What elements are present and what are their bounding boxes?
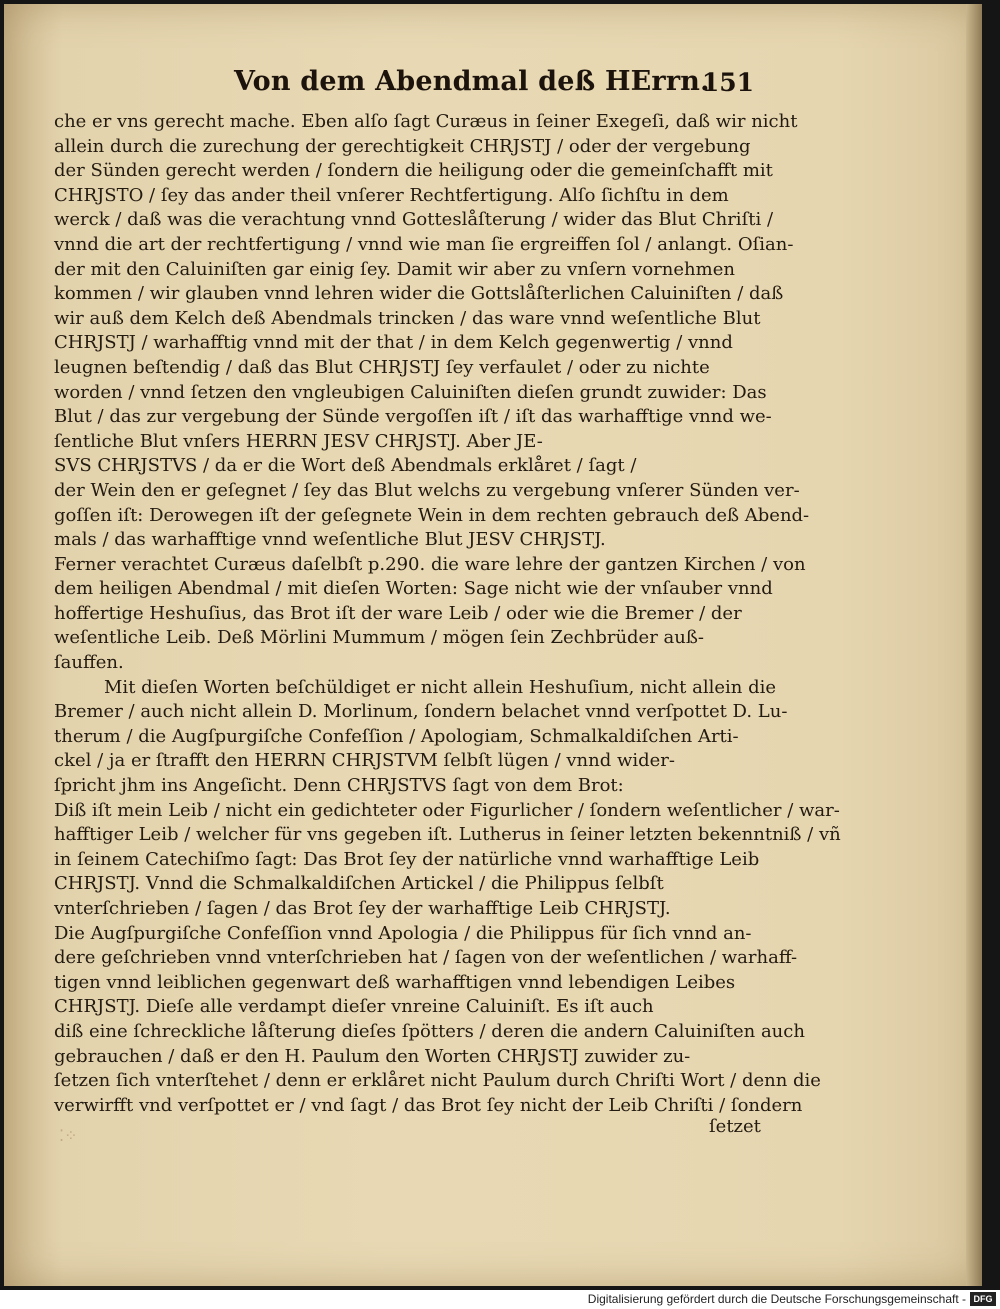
body-text (54, 110, 841, 1118)
text-line: diß eine ſchreckliche låſterung dieſes ſpötters / deren die andern Caluiniſten auch (54, 1020, 805, 1042)
text-line: werck / daß was die verachtung vnnd Gotteslåſterung / wider das Blut Chriſti / (54, 209, 774, 231)
text-line: wir auß dem Kelch deß Abendmals trincken / das ware vnnd weſentliche Blut (54, 307, 761, 329)
text-line: Die Augſpurgiſche Confeſſion vnnd Apologia / die Philippus für ſich vnnd an- (54, 922, 752, 944)
text-line: ſauffen. (54, 652, 124, 674)
text-line: CHRJSTJ. Dieſe alle verdampt dieſer vnreine Caluiniſt. Es iſt auch (54, 996, 654, 1018)
text-line: CHRJSTJ / warhafftig vnnd mit der that / in dem Kelch gegenwertig / vnnd (54, 332, 733, 354)
text-line: allein durch die zurechung der gerechtigkeit CHRJSTJ / oder der vergebung (54, 135, 751, 157)
text-line: ſentliche Blut vnſers HERRN JESV CHRJSTJ. Aber JE- (54, 430, 543, 452)
text-line: vnterſchrieben / ſagen / das Brot ſey der warhafftige Leib CHRJSTJ. (54, 898, 671, 919)
text-line: der Wein den er geſegnet / ſey das Blut welchs zu vergebung vnſerer Sünden ver- (54, 479, 800, 501)
text-line: goſſen iſt: Derowegen iſt der geſegnete Wein in dem rechten gebrauch deß Abend- (54, 504, 810, 526)
page-number: 151 (701, 68, 754, 97)
running-head: Von dem Abendmal deß HErrn. (234, 66, 710, 97)
ink-smudge: ⁚⁘ (59, 1126, 78, 1145)
text-line: Ferner verachtet Curæus daſelbſt p.290. die ware lehre der gantzen Kirchen / von (54, 553, 806, 575)
text-line: hoffertige Heshuſius, das Brot iſt der ware Leib / oder wie die Bremer / der (54, 602, 742, 624)
text-line: CHRJSTO / ſey das ander theil vnſerer Rechtfertigung. Alſo ſichſtu in dem (54, 184, 729, 206)
text-line: weſentliche Leib. Deß Mörlini Mummum / mögen ſein Zechbrüder auß- (54, 627, 704, 649)
page-edge (966, 4, 982, 1286)
dfg-logo-icon: DFG (970, 1292, 996, 1306)
text-line: verwirfft vnd verſpottet er / vnd ſagt / das Brot ſey nicht der Leib Chriſti / ſondern (54, 1094, 803, 1116)
text-line: therum / die Augſpurgiſche Confeſſion / Apologiam, Schmalkaldiſchen Arti- (54, 725, 739, 747)
text-line: che er vns gerecht mache. Eben alſo ſagt Curæus in ſeiner Exegeſi, daß wir nicht (54, 111, 798, 132)
digitization-footer (0, 1290, 1000, 1309)
text-line: ſpricht jhm ins Angeſicht. Denn CHRJSTVS ſagt von dem Brot: (54, 775, 624, 797)
text-line: Mit dieſen Worten beſchüldiget er nicht allein Heshuſium, nicht allein die (104, 676, 776, 698)
text-line: Bremer / auch nicht allein D. Morlinum, ſondern belachet vnnd verſpottet D. Lu- (54, 701, 788, 723)
text-line: in ſeinem Catechiſmo ſagt: Das Brot ſey der natürliche vnnd warhafftige Leib (54, 848, 760, 870)
text-line: CHRJSTJ. Vnnd die Schmalkaldiſchen Artickel / die Philippus ſelbſt (54, 873, 664, 895)
text-line: ckel / ja er ſtrafft den HERRN CHRJSTVM ſelbſt lügen / vnnd wider- (54, 750, 675, 772)
text-line: dem heiligen Abendmal / mit dieſen Worten: Sage nicht wie der vnſauber vnnd (54, 578, 773, 600)
text-line: der mit den Caluiniſten gar einig ſey. Damit wir aber zu vnſern vornehmen (54, 258, 735, 280)
text-line: SVS CHRJSTVS / da er die Wort deß Abendmals erklåret / ſagt / (54, 455, 637, 477)
text-line: Diß iſt mein Leib / nicht ein gedichteter oder Figurlicher / ſondern weſentlicher / war- (54, 799, 840, 821)
footer-credit: Digitalisierung gefördert durch die Deutsche Forschungsgemeinschaft - (587, 1292, 966, 1306)
text-line: der Sünden gerecht werden / ſondern die heiligung oder die gemeinſchafft mit (54, 160, 773, 182)
page-header (234, 66, 754, 106)
catchword: ſetzet (709, 1116, 761, 1137)
text-line: vnnd die art der rechtfertigung / vnnd wie man ſie ergreiffen ſol / anlangt. Oſian- (54, 233, 794, 255)
text-line: ſetzen ſich vnterſtehet / denn er erklåret nicht Paulum durch Chriſti Wort / denn die (54, 1070, 821, 1092)
text-line: worden / vnnd ſetzen den vngleubigen Caluiniſten dieſen grundt zuwider: Das (54, 381, 767, 403)
text-line: gebrauchen / daß er den H. Paulum den Worten CHRJSTJ zuwider zu- (54, 1045, 691, 1067)
text-line: mals / das warhafftige vnnd weſentliche Blut JESV CHRJSTJ. (54, 529, 606, 551)
text-line: dere geſchrieben vnnd vnterſchrieben hat / ſagen von der weſentlichen / warhaff- (54, 947, 798, 969)
text-line: kommen / wir glauben vnnd lehren wider die Gottslåſterlichen Caluiniſten / daß (54, 283, 784, 305)
book-page (4, 4, 982, 1286)
text-line: Blut / das zur vergebung der Sünde vergoſſen iſt / iſt das warhafftige vnnd we- (54, 406, 772, 428)
text-line: tigen vnnd leiblichen gegenwart deß warhafftigen vnnd lebendigen Leibes (54, 971, 736, 993)
text-line: leugnen beſtendig / daß das Blut CHRJSTJ ſey verfaulet / oder zu nichte (54, 356, 710, 378)
text-line: hafftiger Leib / welcher für vns gegeben iſt. Lutherus in ſeiner letzten bekenntniß / vñ (54, 824, 841, 846)
